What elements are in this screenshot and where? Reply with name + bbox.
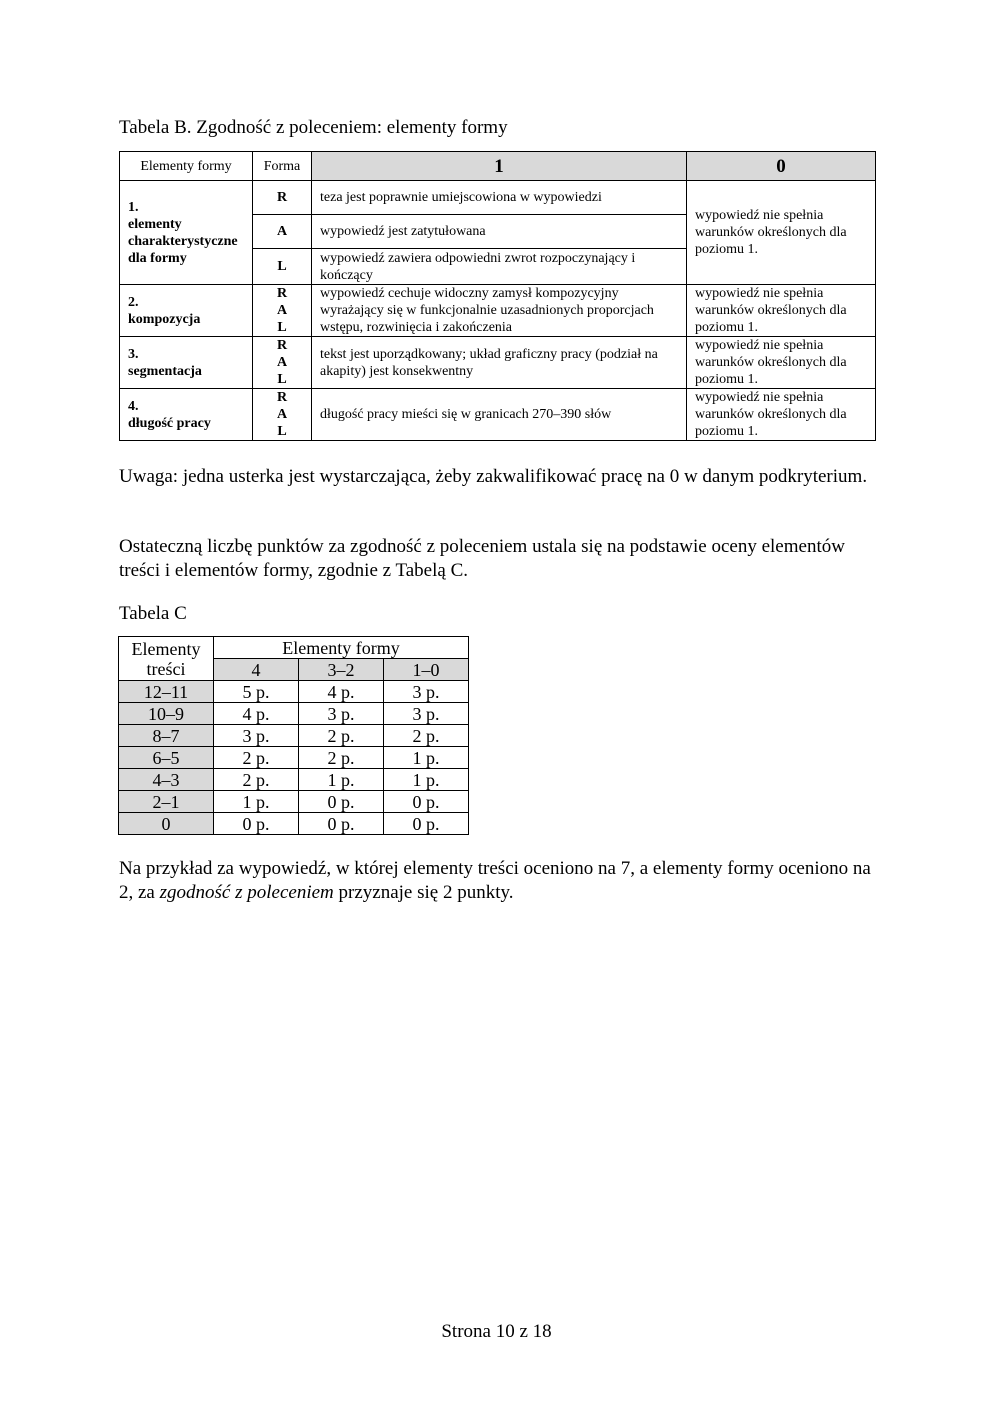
- form-letter: L: [277, 372, 287, 387]
- form-letter: R: [276, 338, 288, 353]
- table-c-header-row: [119, 637, 469, 659]
- table-cell: 3 p.: [299, 703, 384, 725]
- header-level-1: 1: [312, 152, 687, 181]
- row-label: 8–7: [119, 725, 214, 747]
- level-0-description: wypowiedź nie spełnia warunków określonych dla poziomu 1.: [687, 181, 876, 285]
- criterion-label-line: kompozycja: [128, 311, 201, 327]
- table-cell: 4 p.: [214, 703, 299, 725]
- form-cell: [253, 337, 312, 389]
- row-label: 6–5: [119, 747, 214, 769]
- table-row: [120, 285, 876, 337]
- table-cell: 1 p.: [384, 747, 469, 769]
- table-cell: 2 p.: [214, 747, 299, 769]
- criterion-cell: [120, 389, 253, 441]
- criterion-label-line: segmentacja: [128, 363, 202, 379]
- level-0-description: wypowiedź nie spełnia warunków określonych dla poziomu 1.: [687, 389, 876, 441]
- table-row: [119, 725, 469, 747]
- table-b-caption: Tabela B. Zgodność z poleceniem: elementy formy: [119, 117, 508, 138]
- criterion-cell: [120, 181, 253, 285]
- example-paragraph: [119, 857, 879, 905]
- corner-line: Elementy: [131, 638, 201, 659]
- row-label: 4–3: [119, 769, 214, 791]
- form-letter: A: [276, 355, 288, 370]
- criterion-cell: [120, 285, 253, 337]
- table-row: [119, 703, 469, 725]
- criterion-number: 1.: [128, 199, 139, 215]
- row-label: 10–9: [119, 703, 214, 725]
- table-cell: 2 p.: [299, 747, 384, 769]
- form-cell: R: [253, 181, 312, 215]
- table-b: [119, 151, 876, 441]
- note-uwaga: Uwaga: jedna usterka jest wystarczająca, żeby zakwalifikować pracę na 0 w danym podkryterium.: [119, 466, 868, 487]
- table-c-caption: Tabela C: [119, 603, 187, 624]
- form-cell: [253, 285, 312, 337]
- example-emphasis: zgodność z poleceniem: [159, 882, 334, 903]
- table-row: [120, 389, 876, 441]
- column-header: 1–0: [384, 659, 469, 681]
- form-letter: L: [277, 320, 287, 335]
- table-row: [119, 791, 469, 813]
- header-level-0: 0: [687, 152, 876, 181]
- table-row: [119, 769, 469, 791]
- table-cell: 0 p.: [299, 813, 384, 835]
- row-label: 0: [119, 813, 214, 835]
- level-0-description: wypowiedź nie spełnia warunków określonych dla poziomu 1.: [687, 337, 876, 389]
- level-0-description: wypowiedź nie spełnia warunków określonych dla poziomu 1.: [687, 285, 876, 337]
- table-cell: 5 p.: [214, 681, 299, 703]
- page-footer: Strona 10 z 18: [441, 1321, 552, 1342]
- criterion-number: 4.: [128, 398, 139, 414]
- form-cell: A: [253, 215, 312, 249]
- table-cell: 2 p.: [214, 769, 299, 791]
- level-1-description: wypowiedź zawiera odpowiedni zwrot rozpoczynający i kończący: [312, 249, 687, 285]
- table-cell: 0 p.: [384, 791, 469, 813]
- header-forma: Forma: [253, 152, 312, 181]
- table-cell: 3 p.: [214, 725, 299, 747]
- table-cell: 1 p.: [299, 769, 384, 791]
- table-cell: 4 p.: [299, 681, 384, 703]
- table-cell: 0 p.: [299, 791, 384, 813]
- criterion-cell: [120, 337, 253, 389]
- table-row: [119, 681, 469, 703]
- form-letter: R: [276, 390, 288, 405]
- table-row: [119, 747, 469, 769]
- criterion-number: 3.: [128, 346, 139, 362]
- table-cell: 2 p.: [384, 725, 469, 747]
- table-row: [119, 813, 469, 835]
- table-row: [120, 337, 876, 389]
- level-1-description: teza jest poprawnie umiejscowiona w wypowiedzi: [312, 181, 687, 215]
- criterion-label-line: charakterystyczne: [128, 233, 238, 249]
- criterion-label-line: dla formy: [128, 250, 187, 266]
- column-header: 4: [214, 659, 299, 681]
- form-letter: A: [276, 303, 288, 318]
- table-cell: 0 p.: [214, 813, 299, 835]
- level-1-description: wypowiedź cechuje widoczny zamysł kompozycyjny wyrażający się w funkcjonalnie uzasadnionych proporcjach wstępu, rozwinięcia i zakończenia: [312, 285, 687, 337]
- form-letter: R: [276, 286, 288, 301]
- corner-line: treści: [146, 658, 186, 679]
- table-c: [118, 636, 469, 835]
- example-text-start: Na przykład za wypowiedź, w której elementy treści oceniono na 7, a elementy formy oceniono na 2, za: [119, 858, 871, 903]
- table-cell: 3 p.: [384, 703, 469, 725]
- table-cell: 2 p.: [299, 725, 384, 747]
- row-label: 12–11: [119, 681, 214, 703]
- table-cell: 1 p.: [214, 791, 299, 813]
- group-header: Elementy formy: [214, 637, 469, 659]
- header-elementy-formy: Elementy formy: [120, 152, 253, 181]
- form-letter: A: [276, 407, 288, 422]
- form-letter: L: [277, 424, 287, 439]
- table-cell: 1 p.: [384, 769, 469, 791]
- example-text-end: przyznaje się 2 punkty.: [333, 882, 514, 903]
- table-cell: 3 p.: [384, 681, 469, 703]
- level-1-description: długość pracy mieści się w granicach 270–390 słów: [312, 389, 687, 441]
- level-1-description: wypowiedź jest zatytułowana: [312, 215, 687, 249]
- criterion-label-line: długość pracy: [128, 415, 211, 431]
- table-row: [120, 181, 876, 215]
- criterion-label-line: elementy: [128, 216, 182, 232]
- level-1-description: tekst jest uporządkowany; układ graficzny pracy (podział na akapity) jest konsekwentny: [312, 337, 687, 389]
- form-cell: [253, 389, 312, 441]
- table-cell: 0 p.: [384, 813, 469, 835]
- form-cell: L: [253, 249, 312, 285]
- corner-header: [119, 637, 214, 681]
- criterion-number: 2.: [128, 294, 139, 310]
- row-label: 2–1: [119, 791, 214, 813]
- table-b-header-row: [120, 152, 876, 181]
- column-header: 3–2: [299, 659, 384, 681]
- note-ostateczna: Ostateczną liczbę punktów za zgodność z poleceniem ustala się na podstawie oceny elementów treści i elementów formy, zgodnie z Tabelą C.: [119, 536, 845, 581]
